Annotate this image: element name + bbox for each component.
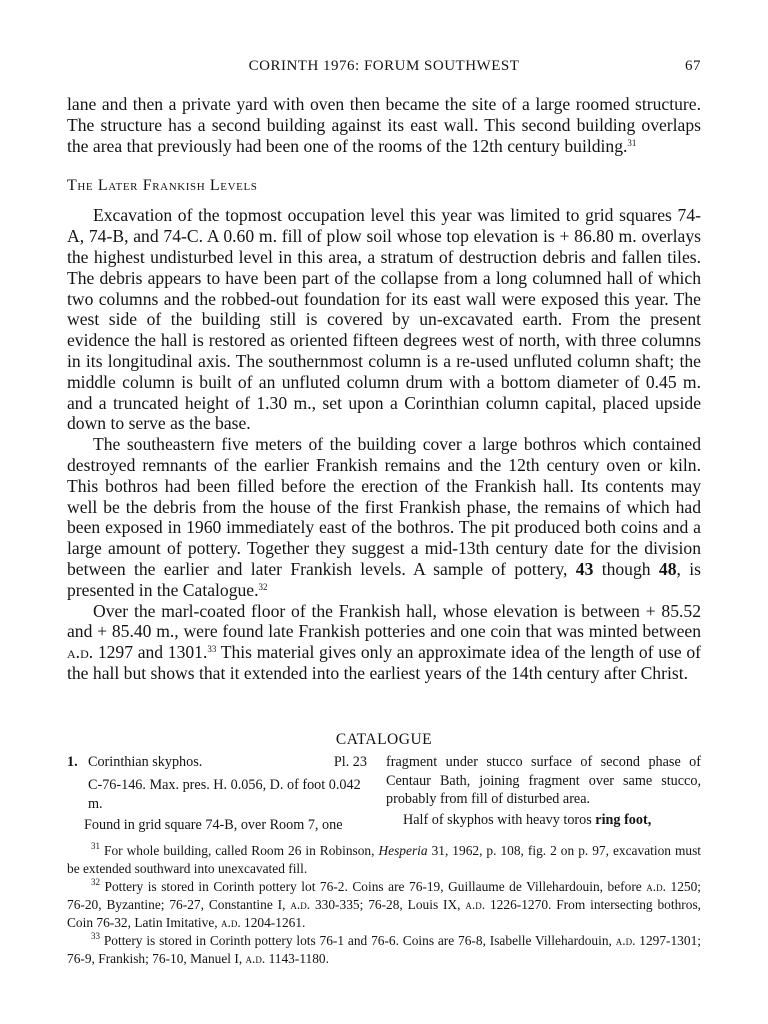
footnote-text: 330-335; 76-28, Louis IX, — [310, 897, 466, 912]
catalogue-ref[interactable]: 48 — [658, 558, 677, 579]
era-abbrev: a.d. — [67, 642, 94, 663]
footnote-text: 1226-1270. From intersecting bothros, Coin 76-32, Latin Imitative, — [67, 897, 702, 930]
catalogue-title: CATALOGUE — [335, 731, 433, 748]
footnote-31 — [67, 842, 701, 878]
footnote-text: Pottery is stored in Corinth pottery lot 76-2. Coins are 76-19, Guillaume de Villehardouin, before — [100, 879, 647, 894]
paragraph-4 — [67, 601, 701, 684]
era-abbrev: a.d. — [465, 897, 486, 912]
paragraph-text: , is presented in the Catalogue. — [67, 558, 701, 600]
paragraph-text: lane and then a private yard with oven then became the site of a large roomed structure. The structure has a second building against its east wall. This second building overlaps the area that previously had been one of the rooms of the 12th century building. — [67, 94, 701, 156]
footnote-ref-32[interactable]: 32 — [258, 581, 268, 592]
footnote-text: 1297-1301; 76-9, Frankish; 76-10, Manuel I, — [67, 933, 701, 966]
paragraph-text: The southeastern five meters of the building cover a large bothros which contained destroyed remnants of the earlier Frankish remains and the 12th century oven or kiln. This bothros had been filled before the erection of the Frankish hall. Its contents may well be the debris from the house of the first Frankish phase, the remains of which had been exposed in 1960 immediately east of the bothros. The pit produced both coins and a large amount of pottery. Together they suggest a mid-13th century date for the division between the earlier and later Frankish levels. A sample of pottery, — [67, 434, 701, 579]
entry-description — [386, 811, 701, 831]
era-abbrev: a.d. — [646, 879, 666, 894]
paragraph-1 — [67, 94, 701, 156]
footnote-mark: 32 — [91, 877, 100, 887]
paragraph-text: This material gives only an approximate idea of the length of use of the hall but shows that it extended into the earliest years of the 14th century after Christ. — [67, 642, 701, 683]
page-number: 67 — [685, 58, 701, 74]
footnote-text: Pottery is stored in Corinth pottery lots 76-1 and 76-6. Coins are 76-8, Isabelle Villehardouin, — [100, 933, 616, 948]
footnotes — [67, 842, 701, 968]
paragraph-2: Excavation of the topmost occupation level this year was limited to grid squares 74-A, 74-B, and 74-C. A 0.60 m. fill of plow soil whose top elevation is + 86.80 m. overlays the highest undisturbed level in this area, a stratum of destruction debris and fallen tiles. The debris appears to have been part of the collapse from a long columned hall of which two columns and the robbed-out foundation for its east wall were exposed this year. The west side of the building still is covered by un-excavated earth. From the present evidence the hall is restored as oriented fifteen degrees west of north, with three columns in its longitudinal axis. The southernmost column is a re-used unfluted column shaft; the middle column is built of an unfluted column drum with a bottom diameter of 0.45 m. and a truncated height of 1.30 m., set upon a Corinthian column capital, placed upside down to serve as the base. — [67, 205, 701, 434]
footnote-text: 31, 1962, p. 108, fig. 2 on p. 97, excavation must be extended southward into unexcavated fill. — [67, 843, 702, 876]
description-text: ring foot, — [595, 811, 652, 828]
paragraph-text: though — [593, 558, 659, 579]
footnote-ref-33[interactable]: 33 — [207, 644, 217, 655]
entry-findspot: Found in grid square 74-B, over Room 7, one — [84, 817, 343, 833]
description-text: Half of skyphos with heavy toros — [403, 811, 596, 828]
running-title: CORINTH 1976: FORUM SOUTHWEST — [248, 58, 520, 74]
paragraph-text: Over the marl-coated floor of the Frankish hall, whose elevation is between + 85.52 and + 85.40 m., were found late Frankish potteries and one coin that was minted between — [67, 600, 701, 642]
footnote-ref-31[interactable]: 31 — [627, 137, 637, 148]
catalogue-right-column — [386, 753, 701, 830]
journal-title: Hesperia — [378, 843, 428, 858]
entry-name: Corinthian skyphos. — [88, 754, 203, 770]
footnote-mark: 33 — [91, 931, 100, 941]
footnote-32 — [67, 878, 701, 932]
footnote-text: 1250; 76-20, Byzantine; 76-27, Constantine I, — [67, 879, 701, 912]
era-abbrev: a.d. — [245, 951, 266, 966]
entry-findspot-continued: fragment under stucco surface of second phase of Centaur Bath, joining fragment over same stucco, probably from fill of disturbed area. — [386, 754, 701, 807]
body-text — [67, 94, 701, 684]
plate-ref[interactable]: Pl. 23 — [333, 754, 367, 770]
footnote-text: 1143-1180. — [265, 951, 329, 966]
paragraph-3 — [67, 434, 701, 600]
catalogue-entry-head — [67, 753, 367, 773]
footnote-mark: 31 — [91, 841, 100, 851]
era-abbrev: a.d. — [290, 897, 311, 912]
paragraph-text: 1297 and 1301. — [93, 642, 208, 663]
footnote-33 — [67, 932, 701, 968]
footnote-text: 1204-1261. — [240, 915, 306, 930]
catalogue-ref[interactable]: 43 — [575, 558, 594, 579]
footnote-text: For whole building, called Room 26 in Robinson, — [100, 843, 379, 858]
era-abbrev: a.d. — [220, 915, 241, 930]
section-heading: The Later Frankish Levels — [67, 177, 258, 195]
entry-inventory: C-76-146. Max. pres. H. 0.056, D. of foot 0.042 m. — [88, 777, 361, 812]
entry-number: 1. — [67, 754, 78, 770]
era-abbrev: a.d. — [615, 933, 636, 948]
catalogue-left-column — [67, 753, 367, 835]
page — [67, 0, 701, 1024]
